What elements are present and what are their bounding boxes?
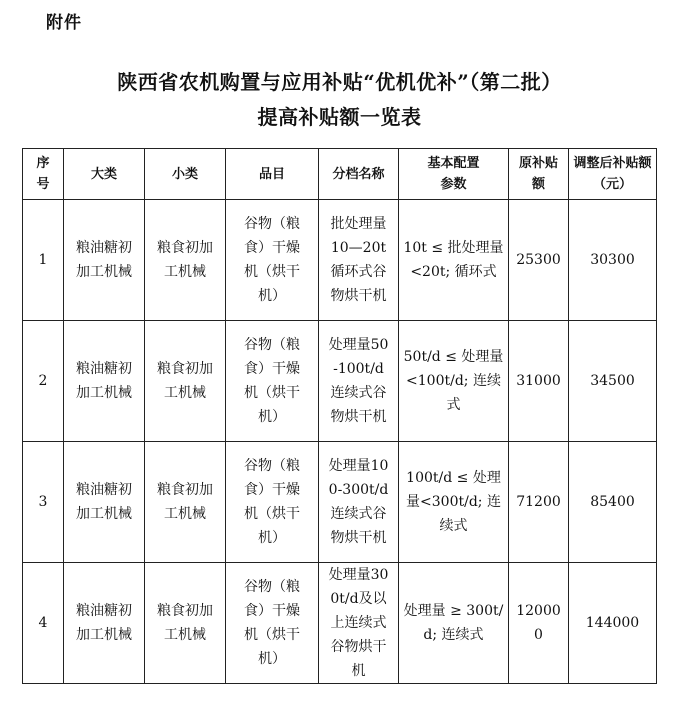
cell-original-subsidy: 31000 bbox=[509, 321, 569, 442]
cell-no: 3 bbox=[23, 442, 64, 563]
cell-basic-config: 处理量 ≥ 300t/d; 连续式 bbox=[399, 563, 509, 684]
cell-minor-category: 粮食初加工机械 bbox=[145, 200, 226, 321]
header-basic-config: 基本配置参数 bbox=[399, 149, 509, 200]
cell-basic-config: 50t/d ≤ 处理量<100t/d; 连续式 bbox=[399, 321, 509, 442]
table-row bbox=[23, 442, 657, 563]
subsidy-table bbox=[22, 148, 657, 684]
cell-basic-config: 10t ≤ 批处理量<20t; 循环式 bbox=[399, 200, 509, 321]
cell-item: 谷物（粮食）干燥机（烘干机） bbox=[226, 200, 319, 321]
table-header-row bbox=[23, 149, 657, 200]
cell-minor-category: 粮食初加工机械 bbox=[145, 321, 226, 442]
cell-adjusted-subsidy: 30300 bbox=[569, 200, 657, 321]
table-row bbox=[23, 563, 657, 684]
header-major-category: 大类 bbox=[64, 149, 145, 200]
cell-no: 2 bbox=[23, 321, 64, 442]
cell-tier-name: 处理量100-300t/d连续式谷物烘干机 bbox=[319, 442, 399, 563]
header-minor-category: 小类 bbox=[145, 149, 226, 200]
document-title: 陕西省农机购置与应用补贴“优机优补”（第二批） bbox=[117, 70, 562, 94]
cell-major-category: 粮油糖初加工机械 bbox=[64, 200, 145, 321]
cell-item: 谷物（粮食）干燥机（烘干机） bbox=[226, 442, 319, 563]
cell-item: 谷物（粮食）干燥机（烘干机） bbox=[226, 563, 319, 684]
cell-major-category: 粮油糖初加工机械 bbox=[64, 563, 145, 684]
header-no: 序号 bbox=[23, 149, 64, 200]
cell-item: 谷物（粮食）干燥机（烘干机） bbox=[226, 321, 319, 442]
cell-adjusted-subsidy: 85400 bbox=[569, 442, 657, 563]
cell-tier-name: 批处理量10—20t循环式谷物烘干机 bbox=[319, 200, 399, 321]
cell-major-category: 粮油糖初加工机械 bbox=[64, 442, 145, 563]
cell-minor-category: 粮食初加工机械 bbox=[145, 442, 226, 563]
cell-adjusted-subsidy: 34500 bbox=[569, 321, 657, 442]
cell-basic-config: 100t/d ≤ 处理量<300t/d; 连续式 bbox=[399, 442, 509, 563]
attachment-label: 附件 bbox=[46, 13, 82, 33]
header-adjusted-subsidy: 调整后补贴额（元） bbox=[569, 149, 657, 200]
table-row bbox=[23, 321, 657, 442]
cell-no: 1 bbox=[23, 200, 64, 321]
cell-minor-category: 粮食初加工机械 bbox=[145, 563, 226, 684]
cell-no: 4 bbox=[23, 563, 64, 684]
cell-tier-name: 处理量50-100t/d连续式谷物烘干机 bbox=[319, 321, 399, 442]
cell-tier-name: 处理量300t/d及以上连续式谷物烘干机 bbox=[319, 563, 399, 684]
table-row bbox=[23, 200, 657, 321]
cell-major-category: 粮油糖初加工机械 bbox=[64, 321, 145, 442]
cell-original-subsidy: 71200 bbox=[509, 442, 569, 563]
cell-original-subsidy: 25300 bbox=[509, 200, 569, 321]
document-subtitle: 提高补贴额一览表 bbox=[257, 105, 422, 129]
header-tier-name: 分档名称 bbox=[319, 149, 399, 200]
header-item: 品目 bbox=[226, 149, 319, 200]
cell-adjusted-subsidy: 144000 bbox=[569, 563, 657, 684]
cell-original-subsidy: 120000 bbox=[509, 563, 569, 684]
header-original-subsidy: 原补贴额 bbox=[509, 149, 569, 200]
